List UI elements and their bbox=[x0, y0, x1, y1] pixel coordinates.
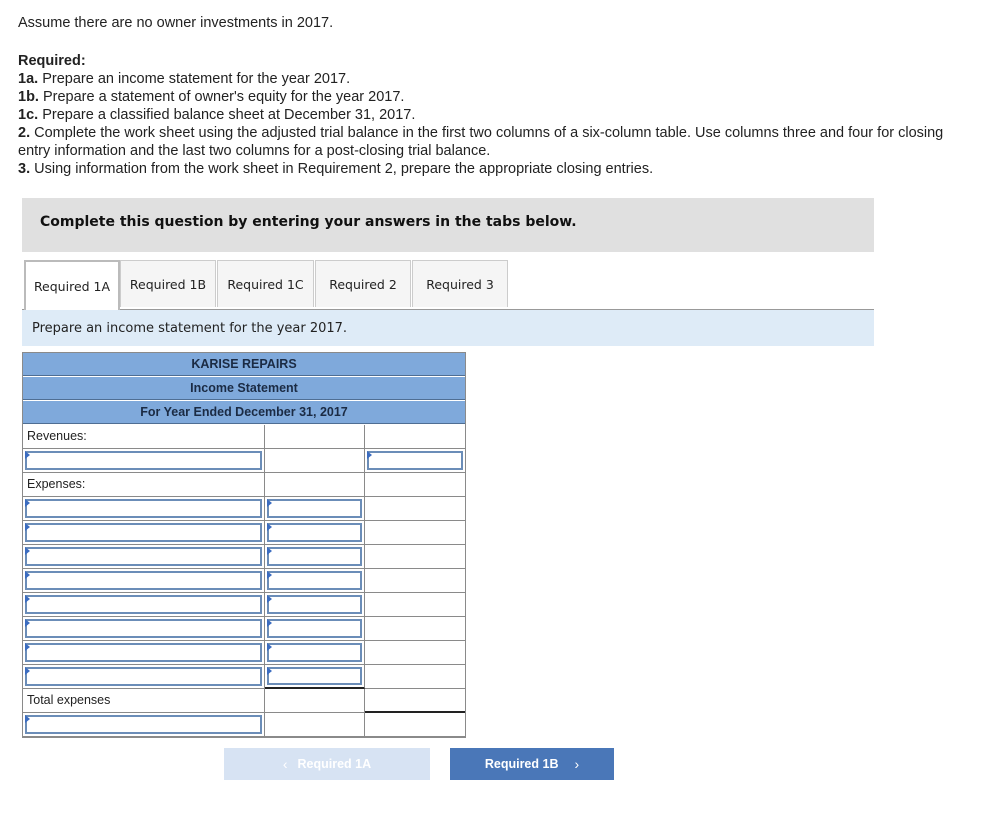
expenses-row bbox=[23, 473, 465, 497]
expense-amount-input[interactable] bbox=[267, 619, 362, 638]
expense-amount-input[interactable] bbox=[267, 499, 362, 518]
requirement-1c: 1c. Prepare a classified balance sheet at December 31, 2017. bbox=[18, 107, 416, 123]
requirement-tabs bbox=[22, 260, 874, 311]
expense-account-input[interactable] bbox=[25, 667, 262, 686]
task-prompt-text: Prepare an income statement for the year 2017. bbox=[32, 321, 348, 336]
requirement-2: 2. Complete the work sheet using the adjusted trial balance in the first two columns of a six-column table. Use columns three and four for closing entry information and the last two columns for a post-closing trial balance. bbox=[18, 125, 944, 159]
tab-required-2[interactable]: Required 2 bbox=[315, 260, 411, 307]
expense-entry-row bbox=[23, 593, 465, 617]
requirement-1a: 1a. Prepare an income statement for the year 2017. bbox=[18, 71, 351, 87]
requirement-3: 3. Using information from the work sheet in Requirement 2, prepare the appropriate closing entries. bbox=[18, 161, 654, 177]
expense-account-input[interactable] bbox=[25, 571, 262, 590]
required-heading: Required: bbox=[18, 53, 86, 69]
expense-entry-row bbox=[23, 497, 465, 521]
expense-entry-row bbox=[23, 641, 465, 665]
expense-account-input[interactable] bbox=[25, 595, 262, 614]
company-name: KARISE REPAIRS bbox=[23, 353, 465, 376]
expenses-label: Expenses: bbox=[23, 473, 265, 497]
expense-account-input[interactable] bbox=[25, 619, 262, 638]
expense-account-input[interactable] bbox=[25, 523, 262, 542]
prev-requirement-button[interactable] bbox=[224, 748, 430, 780]
expense-amount-input[interactable] bbox=[267, 523, 362, 542]
tab-required-1c[interactable]: Required 1C bbox=[217, 260, 314, 307]
expense-account-input[interactable] bbox=[25, 547, 262, 566]
expense-entry-row bbox=[23, 521, 465, 545]
net-income-row bbox=[23, 713, 465, 737]
revenues-label: Revenues: bbox=[23, 425, 265, 449]
chevron-right-icon: › bbox=[574, 756, 580, 772]
total-expenses-row bbox=[23, 689, 465, 713]
prev-button-label: Required 1A bbox=[297, 757, 372, 771]
net-income-label-input[interactable] bbox=[25, 715, 262, 734]
expense-amount-input[interactable] bbox=[267, 667, 362, 685]
revenue-account-input[interactable] bbox=[25, 451, 262, 470]
expense-amount-input[interactable] bbox=[267, 595, 362, 614]
task-prompt bbox=[22, 310, 874, 346]
instructions-banner bbox=[22, 198, 874, 252]
instructions-text: Complete this question by entering your answers in the tabs below. bbox=[40, 214, 577, 230]
revenue-entry-row bbox=[23, 449, 465, 473]
expense-account-input[interactable] bbox=[25, 643, 262, 662]
statement-title: Income Statement bbox=[23, 377, 465, 400]
revenues-row bbox=[23, 425, 465, 449]
expense-entry-row bbox=[23, 545, 465, 569]
requirement-1b: 1b. Prepare a statement of owner's equity for the year 2017. bbox=[18, 89, 405, 105]
total-expenses-label: Total expenses bbox=[23, 689, 265, 713]
statement-period: For Year Ended December 31, 2017 bbox=[23, 401, 465, 424]
expense-entry-row bbox=[23, 617, 465, 641]
tab-required-1b[interactable]: Required 1B bbox=[120, 260, 216, 307]
expense-account-input[interactable] bbox=[25, 499, 262, 518]
expense-entry-row bbox=[23, 665, 465, 689]
expense-amount-input[interactable] bbox=[267, 547, 362, 566]
revenue-amount-input[interactable] bbox=[367, 451, 463, 470]
chevron-left-icon: ‹ bbox=[282, 756, 288, 772]
assumption-text: Assume there are no owner investments in 2017. bbox=[18, 15, 334, 31]
expense-amount-input[interactable] bbox=[267, 571, 362, 590]
expense-entry-row bbox=[23, 569, 465, 593]
expense-amount-input[interactable] bbox=[267, 643, 362, 662]
next-button-label: Required 1B bbox=[484, 757, 559, 771]
tab-required-3[interactable]: Required 3 bbox=[412, 260, 508, 307]
income-statement-table bbox=[22, 352, 466, 738]
tab-required-1a[interactable]: Required 1A bbox=[24, 260, 120, 310]
next-requirement-button[interactable] bbox=[450, 748, 614, 780]
question-text bbox=[18, 14, 968, 178]
